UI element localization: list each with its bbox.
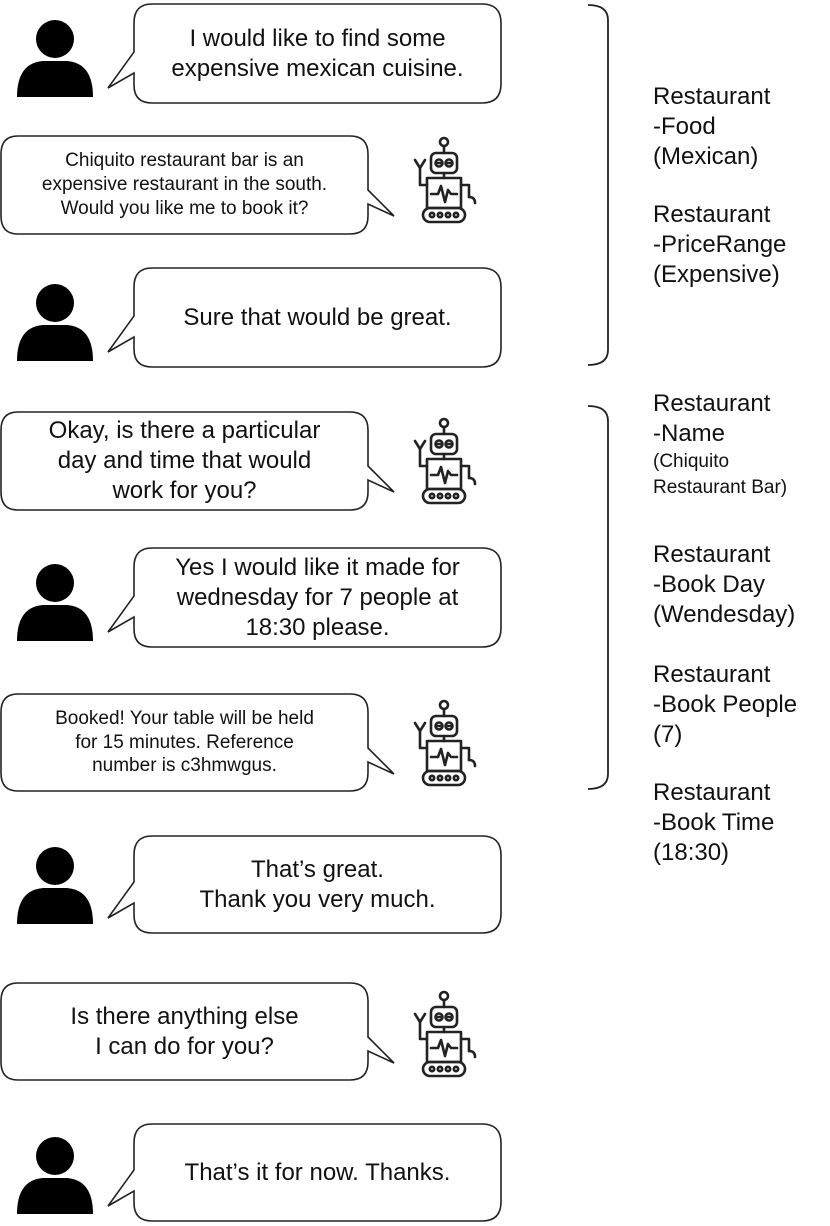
robot-icon — [415, 419, 475, 503]
slot-book-people: Restaurant -Book People (7) — [653, 661, 798, 748]
user-utterance-2: Sure that would be great. — [183, 303, 452, 331]
system-utterance-4: Is there anything else I can do for you? — [70, 1002, 299, 1060]
robot-icon — [415, 138, 475, 222]
slot-name: Restaurant -Name (Chiquito Restaurant Bar) — [653, 390, 788, 498]
system-utterance-1: Chiquito restaurant bar is an expensive restaurant in the south. Would you like me to book it? — [41, 150, 328, 219]
person-icon — [17, 564, 93, 641]
slot-book-time: Restaurant -Book Time (18:30) — [653, 779, 775, 866]
bracket-2 — [588, 406, 608, 789]
slot-pricerange: Restaurant -PriceRange (Expensive) — [653, 201, 787, 288]
slot-food: Restaurant -Food (Mexican) — [653, 83, 771, 170]
user-utterance-5: That’s it for now. Thanks. — [184, 1158, 451, 1186]
robot-icon — [415, 701, 475, 785]
user-utterance-1: I would like to find some expensive mexican cuisine. — [171, 24, 464, 82]
person-icon — [17, 20, 93, 97]
person-icon — [17, 1137, 93, 1214]
system-utterance-3: Booked! Your table will be held for 15 minutes. Reference number is c3hmwgus. — [55, 707, 314, 777]
person-icon — [17, 284, 93, 361]
system-utterance-2: Okay, is there a particular day and time that would work for you? — [48, 417, 321, 504]
robot-icon — [415, 992, 475, 1076]
person-icon — [17, 847, 93, 924]
slot-book-day: Restaurant -Book Day (Wendesday) — [653, 541, 796, 628]
user-utterance-4: That’s great. Thank you very much. — [199, 855, 436, 913]
bracket-1 — [588, 5, 608, 365]
user-utterance-3: Yes I would like it made for wednesday for 7 people at 18:30 please. — [175, 553, 460, 641]
